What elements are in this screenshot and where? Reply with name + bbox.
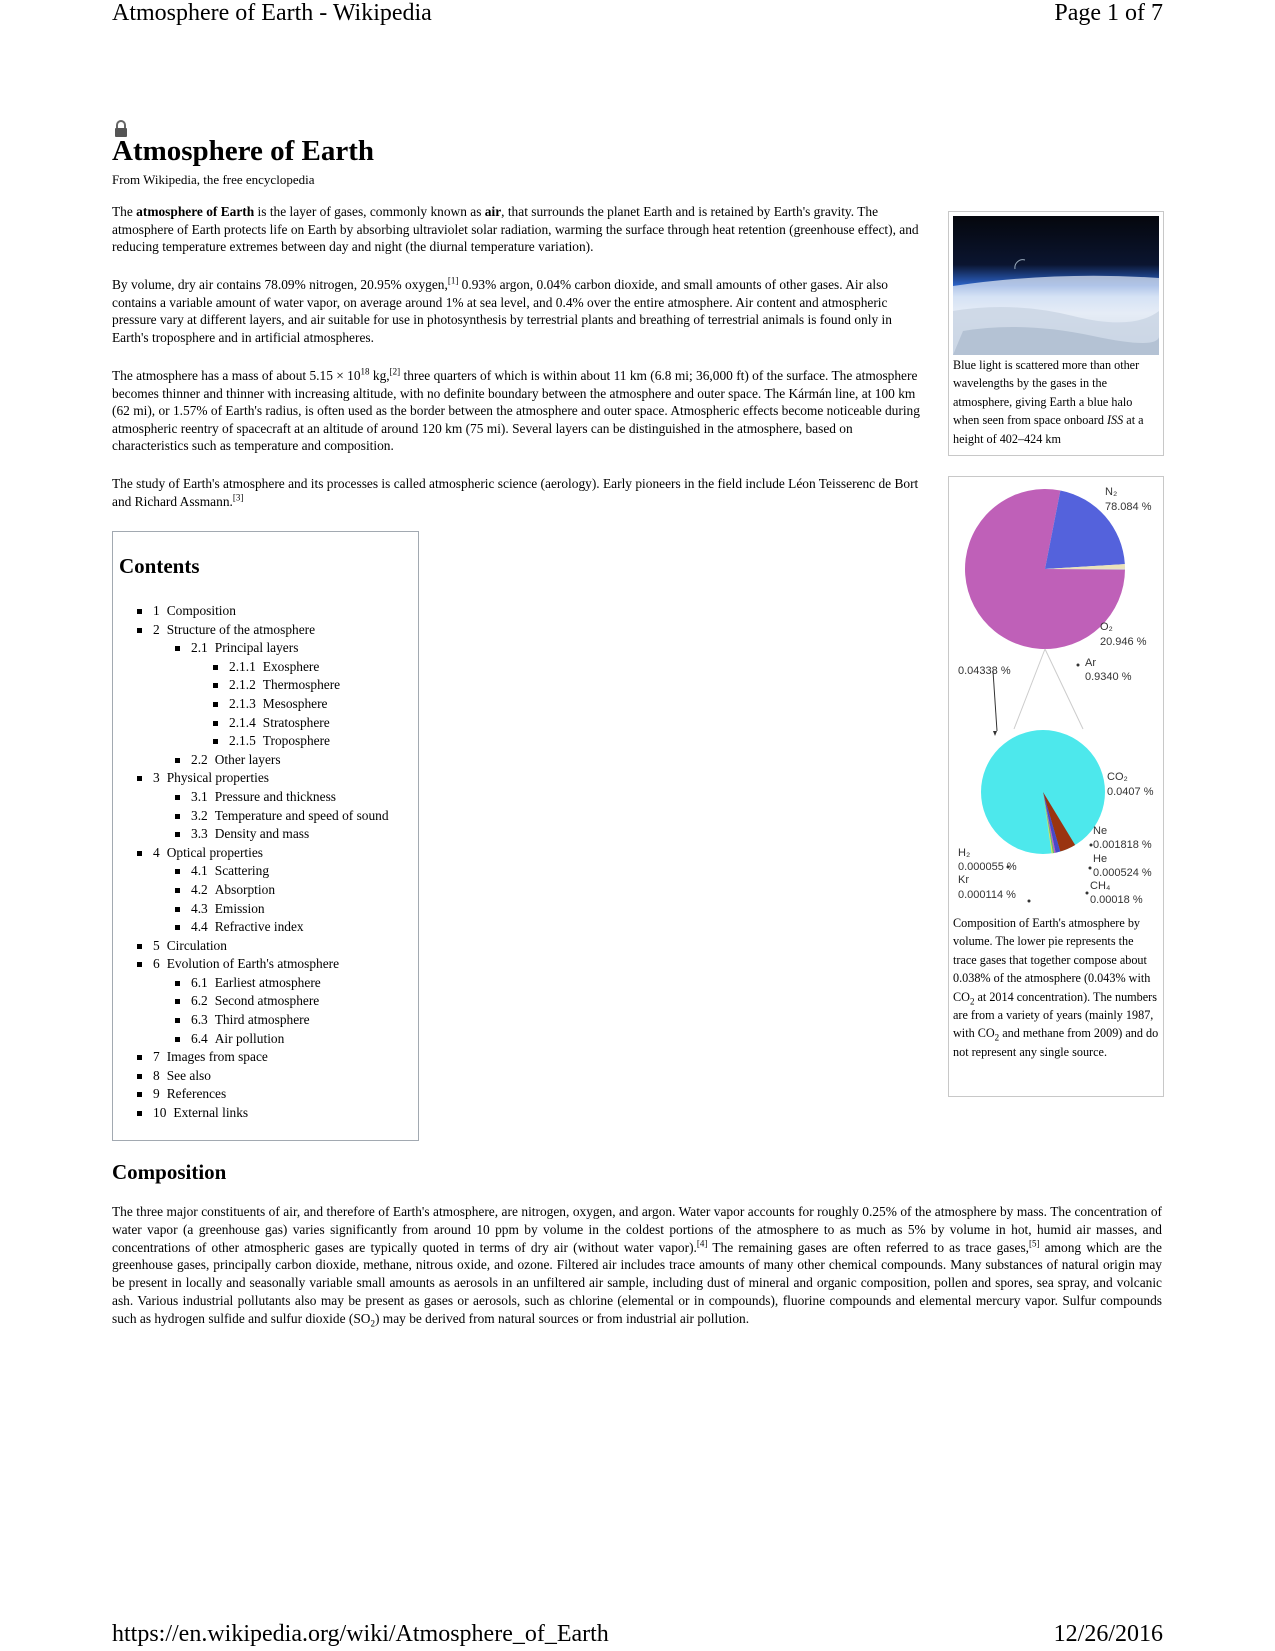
toc-item[interactable] bbox=[137, 955, 427, 974]
site-tagline: From Wikipedia, the free encyclopedia bbox=[112, 172, 315, 187]
citation-link[interactable]: [4] bbox=[696, 1238, 708, 1249]
toc-item-number: 3.1 bbox=[191, 788, 208, 804]
toc-item-number: 4.2 bbox=[191, 881, 208, 897]
toc-item-label: Evolution of Earth's atmosphere bbox=[166, 956, 340, 972]
infobox-earth-image bbox=[948, 211, 1164, 456]
toc-item-label: Temperature and speed of sound bbox=[214, 807, 389, 823]
label-co2-name: CO₂ bbox=[1107, 771, 1128, 783]
toc-item[interactable] bbox=[175, 807, 427, 826]
toc-item[interactable] bbox=[137, 1067, 427, 1086]
infobox-caption-1: Blue light is scattered more than other wavelengths by the gases in the atmosphere, giving Earth a blue halo when seen from space onboard ISS at a height of 402–424 km bbox=[953, 358, 1144, 446]
toc-item-number: 3 bbox=[153, 770, 160, 786]
toc-item-number: 6.3 bbox=[191, 1012, 208, 1028]
intro-paragraph-3: The atmosphere has a mass of about $5.15 \times 10^{18}$ kg,[2] three quarters of which is within about 11 km (6.8 mi; 36,000 ft) of the surface. The atmosphere becomes thinner and thinner with increasing altitude, with no definite boundary between the atmosphere and outer space. The Kármán line, at 100 km (62 mi), or 1.57% of Earth's radius, is often used as the border between the atmosphere and outer space. Atmospheric effects become noticeable during atmospheric reentry of spacecraft at an altitude of around 120 km (75 mi). Several layers can be distinguished in the atmosphere, based on characteristics such as temperature and composition. bbox=[112, 366, 920, 454]
section-heading-composition: Composition bbox=[112, 1160, 227, 1184]
toc-item[interactable] bbox=[137, 844, 427, 863]
trace-gases-pie bbox=[981, 730, 1108, 854]
toc-item-label: Physical properties bbox=[166, 770, 269, 786]
page-title: Atmosphere of Earth bbox=[112, 135, 375, 167]
label-trace-value: 0.04338 % bbox=[958, 665, 1011, 677]
label-kr-value: 0.000114 % bbox=[958, 889, 1016, 901]
toc-item[interactable] bbox=[175, 825, 427, 844]
toc-item[interactable] bbox=[175, 1011, 427, 1030]
label-h2-value: 0.000055 % bbox=[958, 861, 1017, 873]
toc-item-number: 7 bbox=[153, 1049, 160, 1065]
label-co2-value: 0.0407 % bbox=[1107, 786, 1154, 798]
intro-paragraph-1: The atmosphere of Earth is the layer of gases, commonly known as air, that surrounds the planet Earth and is retained by Earth's gravity. The atmosphere of Earth protects life on Earth by absorbing ultraviolet solar radiation, warming the surface through heat retention (greenhouse effect), and reducing temperature extremes between day and night (the diurnal temperature variation). bbox=[112, 204, 919, 255]
infobox-composition-chart bbox=[948, 476, 1164, 1097]
table-of-contents bbox=[112, 531, 419, 1141]
toc-item-number: 4.1 bbox=[191, 863, 208, 879]
label-ar-value: 0.9340 % bbox=[1085, 671, 1132, 683]
label-he-name: He bbox=[1093, 853, 1108, 865]
label-o2-value: 20.946 % bbox=[1100, 636, 1147, 648]
label-h2-name: H₂ bbox=[958, 847, 971, 859]
bold-term: air bbox=[484, 204, 502, 219]
toc-item[interactable] bbox=[175, 639, 427, 658]
toc-item-number: 6.1 bbox=[191, 974, 208, 990]
label-n2-value: 78.084 % bbox=[1105, 501, 1152, 513]
toc-item[interactable] bbox=[175, 862, 427, 881]
toc-item-label: Third atmosphere bbox=[214, 1012, 310, 1028]
toc-item[interactable] bbox=[213, 732, 427, 751]
toc-item-label: Scattering bbox=[214, 863, 270, 879]
toc-item[interactable] bbox=[175, 900, 427, 919]
toc-item-label: External links bbox=[173, 1105, 249, 1121]
toc-item-label: Pressure and thickness bbox=[214, 788, 336, 804]
toc-item-number: 2.1 bbox=[191, 640, 208, 656]
label-o2-name: O₂ bbox=[1100, 621, 1113, 633]
toc-item[interactable] bbox=[213, 714, 427, 733]
toc-item-label: Density and mass bbox=[214, 826, 310, 842]
toc-item-number: 6.2 bbox=[191, 993, 208, 1009]
toc-list bbox=[137, 602, 427, 1123]
toc-item[interactable] bbox=[175, 974, 427, 993]
citation-link[interactable]: [5] bbox=[1029, 1238, 1040, 1249]
label-he-value: 0.000524 % bbox=[1093, 867, 1152, 879]
toc-item[interactable] bbox=[137, 1104, 427, 1123]
composition-paragraph: The three major constituents of air, and therefore of Earth's atmosphere, are nitrogen, oxygen, and argon. Water vapor accounts for roughly 0.25% of the atmosphere by mass. The concentration of water vapor (a greenhouse gas) varies significantly from around 10 ppm by volume in the coldest portions of the atmosphere to as much as 5% by volume in hot, humid air masses, and concentrations of other atmospheric gases are typically quoted in terms of dry air (without water vapor).[4] The remaining gases are often referred to as trace gases,[5] among which are the greenhouse gases, principally carbon dioxide, methane, nitrous oxide, and ozone. Filtered air includes trace amounts of many other chemical compounds. Many substances of natural origin may be present in locally and seasonally variable small amounts as aerosols in an unfiltered air sample, including dust of mineral and organic composition, pollen and spores, sea spray, and volcanic ash. Various industrial pollutants also may be present as gases or aerosols, such as chlorine (elemental or in compounds), fluorine compounds and elemental mercury vapor. Sulfur compounds such as hydrogen sulfide and sulfur dioxide $(SO_2)$ may be derived from natural sources or from industrial air pollution. bbox=[112, 1204, 1163, 1329]
citation-link[interactable]: [1] bbox=[447, 275, 459, 286]
toc-item-label: Thermosphere bbox=[262, 677, 341, 693]
intro-paragraph-4: The study of Earth's atmosphere and its processes is called atmospheric science (aerology). Early pioneers in the field include Léon Teisserenc de Bort and Richard Assmann.[3] bbox=[112, 476, 919, 509]
toc-item[interactable] bbox=[175, 992, 427, 1011]
toc-item-label: Circulation bbox=[166, 937, 227, 953]
toc-item-label: Structure of the atmosphere bbox=[166, 621, 316, 637]
toc-heading: Contents bbox=[119, 554, 200, 578]
toc-item-number: 6 bbox=[153, 956, 160, 972]
citation-link[interactable]: [2] bbox=[389, 366, 401, 377]
toc-item-label: Air pollution bbox=[214, 1030, 285, 1046]
toc-item-label: Stratosphere bbox=[262, 714, 330, 730]
toc-item-label: Emission bbox=[214, 900, 265, 916]
print-footer-date: 12/26/2016 bbox=[1053, 1621, 1163, 1647]
bold-term: atmosphere of Earth bbox=[136, 204, 255, 219]
toc-item-label: See also bbox=[166, 1067, 211, 1083]
toc-item-number: 4.4 bbox=[191, 919, 208, 935]
toc-item-label: Images from space bbox=[166, 1049, 268, 1065]
toc-item-number: 4.3 bbox=[191, 900, 208, 916]
composition-pie-chart[interactable] bbox=[953, 481, 1159, 913]
toc-item[interactable] bbox=[137, 769, 427, 788]
toc-item-label: Mesosphere bbox=[262, 695, 328, 711]
citation-link[interactable]: [3] bbox=[232, 492, 244, 503]
toc-item[interactable] bbox=[175, 751, 427, 770]
earth-from-space-image[interactable] bbox=[953, 216, 1159, 355]
toc-item-label: Other layers bbox=[214, 751, 281, 767]
toc-item-number: 2.1.2 bbox=[229, 677, 256, 693]
label-ch4-value: 0.00018 % bbox=[1090, 894, 1143, 906]
print-header-title: Atmosphere of Earth - Wikipedia bbox=[112, 0, 432, 26]
toc-item-label: Optical properties bbox=[166, 844, 264, 860]
toc-item-label: Troposphere bbox=[262, 733, 330, 749]
toc-item[interactable] bbox=[213, 695, 427, 714]
toc-item-label: Exosphere bbox=[262, 658, 320, 674]
toc-item[interactable] bbox=[213, 676, 427, 695]
intro-paragraph-2: By volume, dry air contains 78.09% nitrogen, 20.95% oxygen,[1] 0.93% argon, 0.04% carbon dioxide, and small amounts of other gases. Air also contains a variable amount of water vapor, on average around 1% at sea level, and 0.4% over the entire atmosphere. Air content and atmospheric pressure vary at different layers, and air suitable for use in photosynthesis by terrestrial plants and breathing of terrestrial animals is found only in Earth's troposphere and in artificial atmospheres. bbox=[112, 275, 892, 345]
toc-item[interactable] bbox=[175, 881, 427, 900]
toc-item-label: References bbox=[166, 1086, 227, 1102]
toc-item-number: 4 bbox=[153, 844, 160, 860]
toc-item-label: Absorption bbox=[214, 881, 276, 897]
toc-item-number: 5 bbox=[153, 937, 160, 953]
toc-item-number: 2.2 bbox=[191, 751, 208, 767]
toc-item[interactable] bbox=[137, 1085, 427, 1104]
toc-item-label: Principal layers bbox=[214, 640, 299, 656]
label-ch4-name: CH₄ bbox=[1090, 880, 1111, 892]
toc-item-number: 3.3 bbox=[191, 826, 208, 842]
toc-item[interactable] bbox=[137, 937, 427, 956]
toc-item-label: Refractive index bbox=[214, 919, 304, 935]
toc-item[interactable] bbox=[175, 918, 427, 937]
toc-item-label: Second atmosphere bbox=[214, 993, 320, 1009]
toc-item-number: 10 bbox=[153, 1105, 167, 1121]
toc-item-number: 1 bbox=[153, 603, 160, 618]
toc-item-number: 9 bbox=[153, 1086, 160, 1102]
infobox-caption-2: Composition of Earth's atmosphere by volume. The lower pie represents the trace gases that together compose about 0.038% of the atmosphere (0.043% with $CO_2$ at 2014 concentration). The numbers are from a variety of years (mainly 1987, with $CO_2$ and methane from 2009) and do not represent any single source. bbox=[953, 916, 1159, 1059]
label-kr-name: Kr bbox=[958, 874, 969, 886]
toc-item[interactable] bbox=[175, 788, 427, 807]
toc-item-number: 2.1.1 bbox=[229, 658, 256, 674]
toc-item[interactable] bbox=[175, 1030, 427, 1049]
toc-item[interactable] bbox=[137, 621, 427, 640]
toc-item-number: 2 bbox=[153, 621, 160, 637]
toc-item[interactable] bbox=[213, 658, 427, 677]
toc-item-number: 2.1.4 bbox=[229, 714, 256, 730]
print-header-page: Page 1 of 7 bbox=[1054, 0, 1163, 26]
label-ne-name: Ne bbox=[1093, 825, 1108, 837]
toc-item[interactable] bbox=[137, 602, 427, 621]
label-ne-value: 0.001818 % bbox=[1093, 839, 1152, 851]
toc-item-number: 3.2 bbox=[191, 807, 208, 823]
toc-item-label: Composition bbox=[166, 603, 236, 618]
label-n2-name: N₂ bbox=[1105, 486, 1118, 498]
toc-item-number: 6.4 bbox=[191, 1030, 208, 1046]
toc-item-number: 8 bbox=[153, 1067, 160, 1083]
toc-item-number: 2.1.3 bbox=[229, 695, 256, 711]
toc-item[interactable] bbox=[137, 1048, 427, 1067]
toc-item-number: 2.1.5 bbox=[229, 733, 256, 749]
print-footer-url[interactable]: https://en.wikipedia.org/wiki/Atmosphere_of_Earth bbox=[112, 1621, 609, 1647]
label-ar-name: Ar bbox=[1085, 657, 1096, 669]
toc-item-label: Earliest atmosphere bbox=[214, 974, 321, 990]
